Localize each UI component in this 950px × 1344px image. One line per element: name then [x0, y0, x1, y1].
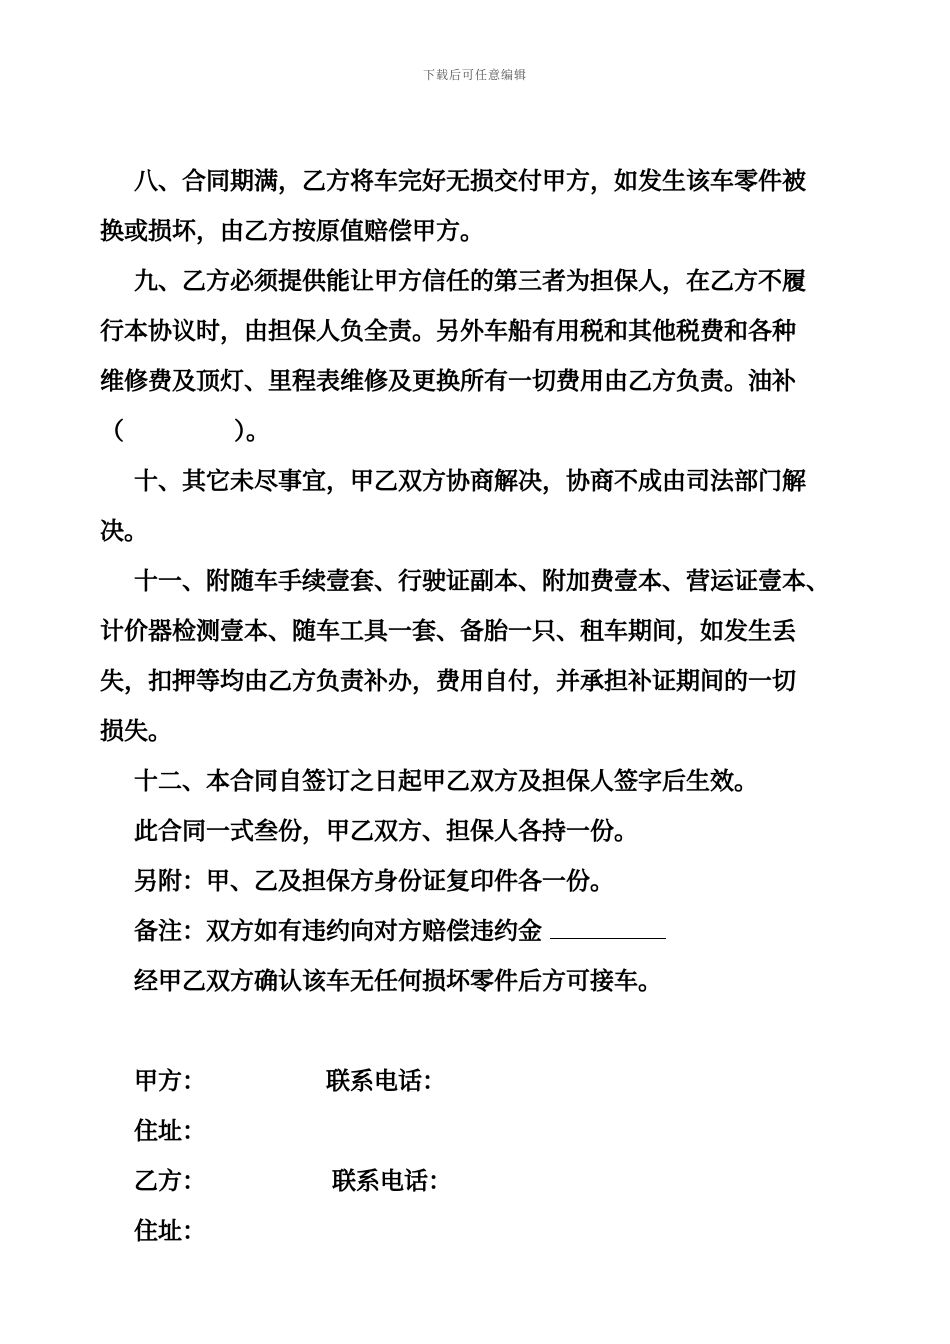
party-a-label: 甲方： [134, 1066, 206, 1095]
remark-note [134, 916, 666, 946]
remark-text: 备注：双方如有违约向对方赔偿违约金 [134, 916, 542, 945]
clause-9-line-1: 九、乙方必须提供能让甲方信任的第三者为担保人，在乙方不履 [134, 266, 806, 295]
party-a-phone-label: 联系电话： [326, 1066, 446, 1095]
clause-11-line-3: 失，扣押等均由乙方负责补办，费用自付，并承担补证期间的一切 [100, 666, 796, 695]
clause-9-line-4 [100, 416, 270, 446]
clause-8-line-1: 八、合同期满，乙方将车完好无损交付甲方，如发生该车零件被 [134, 166, 806, 195]
close-paren: ）。 [234, 416, 270, 445]
clause-11-line-2: 计价器检测壹本、随车工具一套、备胎一只、租车期间，如发生丢 [100, 616, 796, 645]
clause-10-line-2: 决。 [100, 516, 148, 545]
attachment-note: 另附：甲、乙及担保方身份证复印件各一份。 [134, 866, 614, 895]
party-a-address-label: 住址： [134, 1116, 206, 1145]
clause-10-line-1: 十、其它未尽事宜，甲乙双方协商解决，协商不成由司法部门解 [134, 466, 806, 495]
clause-9-line-3: 维修费及顶灯、里程表维修及更换所有一切费用由乙方负责。油补 [100, 366, 796, 395]
copies-note: 此合同一式叁份，甲乙双方、担保人各持一份。 [134, 816, 638, 845]
party-b-label: 乙方： [134, 1166, 206, 1195]
clause-11-line-4: 损失。 [100, 716, 172, 745]
clause-8-line-2: 换或损坏，由乙方按原值赔偿甲方。 [100, 216, 484, 245]
clause-12: 十二、本合同自签订之日起甲乙双方及担保人签字后生效。 [134, 766, 758, 795]
confirm-note: 经甲乙双方确认该车无任何损坏零件后方可接车。 [134, 966, 662, 995]
open-paren: （ [100, 416, 124, 445]
clause-11-line-1: 十一、附随车手续壹套、行驶证副本、附加费壹本、营运证壹本、 [134, 566, 830, 595]
penalty-amount-blank[interactable] [550, 916, 666, 939]
party-b-address-label: 住址： [134, 1216, 206, 1245]
clause-9-line-2: 行本协议时，由担保人负全责。另外车船有用税和其他税费和各种 [100, 316, 796, 345]
page-header: 下载后可任意编辑 [422, 68, 527, 82]
party-b-phone-label: 联系电话： [332, 1166, 452, 1195]
